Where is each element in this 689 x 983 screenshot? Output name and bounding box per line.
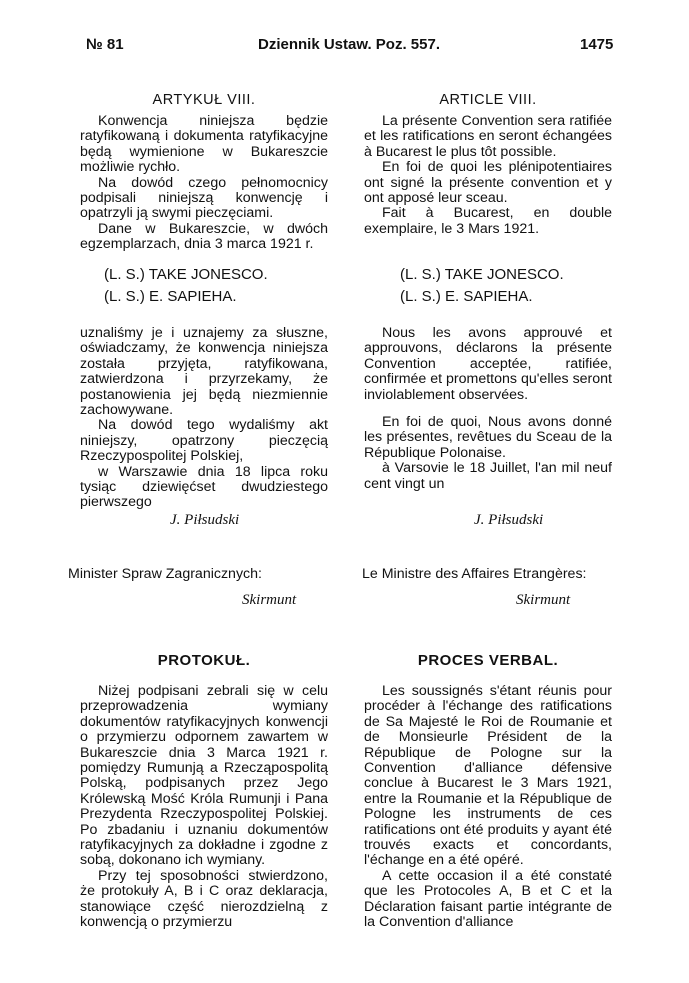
left-minister-name: Skirmunt xyxy=(242,592,297,608)
right-minister-title: Le Ministre des Affaires Etrangères: xyxy=(362,566,587,582)
left-article-paragraph-3: Dane w Bukareszcie, w dwóch egzemplarzach, dnia 3 marca 1921 r. xyxy=(80,220,328,253)
right-ratification-paragraph-1: Nous les avons approuvé et approuvons, déclarons la présente Convention acceptée, ratifiée, confirmée et promettons qu'elles seront inviolablement observées. xyxy=(364,325,612,403)
left-protocol-text xyxy=(80,684,328,931)
right-ratification-paragraph-2: En foi de quoi, Nous avons donné les présentes, revêtues du Sceau de la République Polonaise. xyxy=(364,414,612,461)
left-ratification-paragraph-1: uznaliśmy je i uznajemy za słuszne, oświadczamy, że konwencja niniejsza została przyjęta, ratyfikowana, zatwierdzona i przyrzekamy, że postanowienia jej będą niezmiennie zachowywane. xyxy=(80,325,328,419)
right-protocol-title: PROCES VERBAL. xyxy=(417,652,559,669)
left-protocol-paragraph-1: Niżej podpisani zebrali się w celu przeprowadzenia wymiany dokumentów ratyfikacyjnych konwencji o przymierzu odpornem zawartem w Bukareszcie dnia 3 Marca 1921 r. pomiędzy Rumunją a Rzecząpospolitą Polską, podpisanych przez Jego Królewską Mość Króla Rumunji i Pana Prezydenta Rzeczypospolitej Polskiej. Po zbadaniu i uznaniu dokumentów ratyfikacyjnych za dokładne i zgodne z sobą, dokonano ich wymiany. xyxy=(80,683,328,869)
right-article-paragraph-3: Fait à Bucarest, en double exemplaire, le 3 Mars 1921. xyxy=(364,205,612,237)
right-article-paragraph-1: La présente Convention sera ratifiée et les ratifications en seront échangées à Bucarest le plus tôt possible. xyxy=(364,113,612,160)
issue-number: № 81 xyxy=(86,36,124,53)
page-number: 1475 xyxy=(580,36,614,53)
left-protocol-title: PROTOKUŁ. xyxy=(157,652,251,669)
left-signature-sapieha: (L. S.) E. SAPIEHA. xyxy=(104,288,237,305)
right-protocol-text xyxy=(364,684,612,931)
right-ratification-text xyxy=(364,326,612,492)
left-article-title: ARTYKUŁ VIII. xyxy=(152,92,256,108)
right-ratification-paragraph-3: à Varsovie le 18 Juillet, l'an mil neuf cent vingt un xyxy=(364,460,612,492)
right-protocol-paragraph-2: A cette occasion il a été constaté que les Protocoles A, B et C et la Déclaration faisant partie intégrante de la Convention d'alliance xyxy=(364,867,612,931)
right-protocol-paragraph-1: Les soussignés s'étant réunis pour procéder à l'échange des ratifications de Sa Majesté le Roi de Roumanie et de Monsieurle Président de la République de Pologne sur la Convention d'alliance défensive conclue à Bucarest le 3 Mars 1921, entre la Roumanie et la République de Pologne les instruments de ces ratifications ont été produits y ayant été trouvés exacts et concordants, l'échange en a été opéré. xyxy=(364,683,612,869)
left-article-paragraph-1: Konwencja niniejsza będzie ratyfikowaną i dokumenta ratyfikacyjne będą wymienione w Bukareszcie możliwie rychło. xyxy=(80,113,328,176)
left-signer-pilsudski: J. Piłsudski xyxy=(170,512,240,528)
left-protocol-paragraph-2: Przy tej sposobności stwierdzono, że protokuły A, B i C oraz deklaracja, stanowiące część nierozdzielną z konwencją o przymierzu xyxy=(80,867,328,931)
left-signature-jonesco: (L. S.) TAKE JONESCO. xyxy=(104,266,268,283)
right-article-title: ARTICLE VIII. xyxy=(439,92,537,108)
right-signer-pilsudski: J. Piłsudski xyxy=(474,512,544,528)
right-minister-name: Skirmunt xyxy=(516,592,571,608)
right-article-paragraph-2: En foi de quoi les plénipotentiaires ont signé la présente convention et y ont apposé leur sceau. xyxy=(364,159,612,207)
left-article-paragraph-2: Na dowód czego pełnomocnicy podpisali niniejszą konwencję i opatrzyli ją swymi pieczęciami. xyxy=(80,174,328,222)
left-article-text xyxy=(80,114,328,253)
right-signature-jonesco: (L. S.) TAKE JONESCO. xyxy=(400,266,564,283)
left-minister-title: Minister Spraw Zagranicznych: xyxy=(68,566,262,582)
left-ratification-paragraph-2: Na dowód tego wydaliśmy akt niniejszy, opatrzony pieczęcią Rzeczypospolitej Polskiej, xyxy=(80,417,328,465)
right-signature-sapieha: (L. S.) E. SAPIEHA. xyxy=(400,288,533,305)
left-ratification-text xyxy=(80,326,328,511)
right-article-text xyxy=(364,114,612,237)
left-ratification-paragraph-3: w Warszawie dnia 18 lipca roku tysiąc dziewięćset dwudziestego pierwszego xyxy=(80,463,328,511)
journal-title: Dziennik Ustaw. Poz. 557. xyxy=(258,36,440,53)
